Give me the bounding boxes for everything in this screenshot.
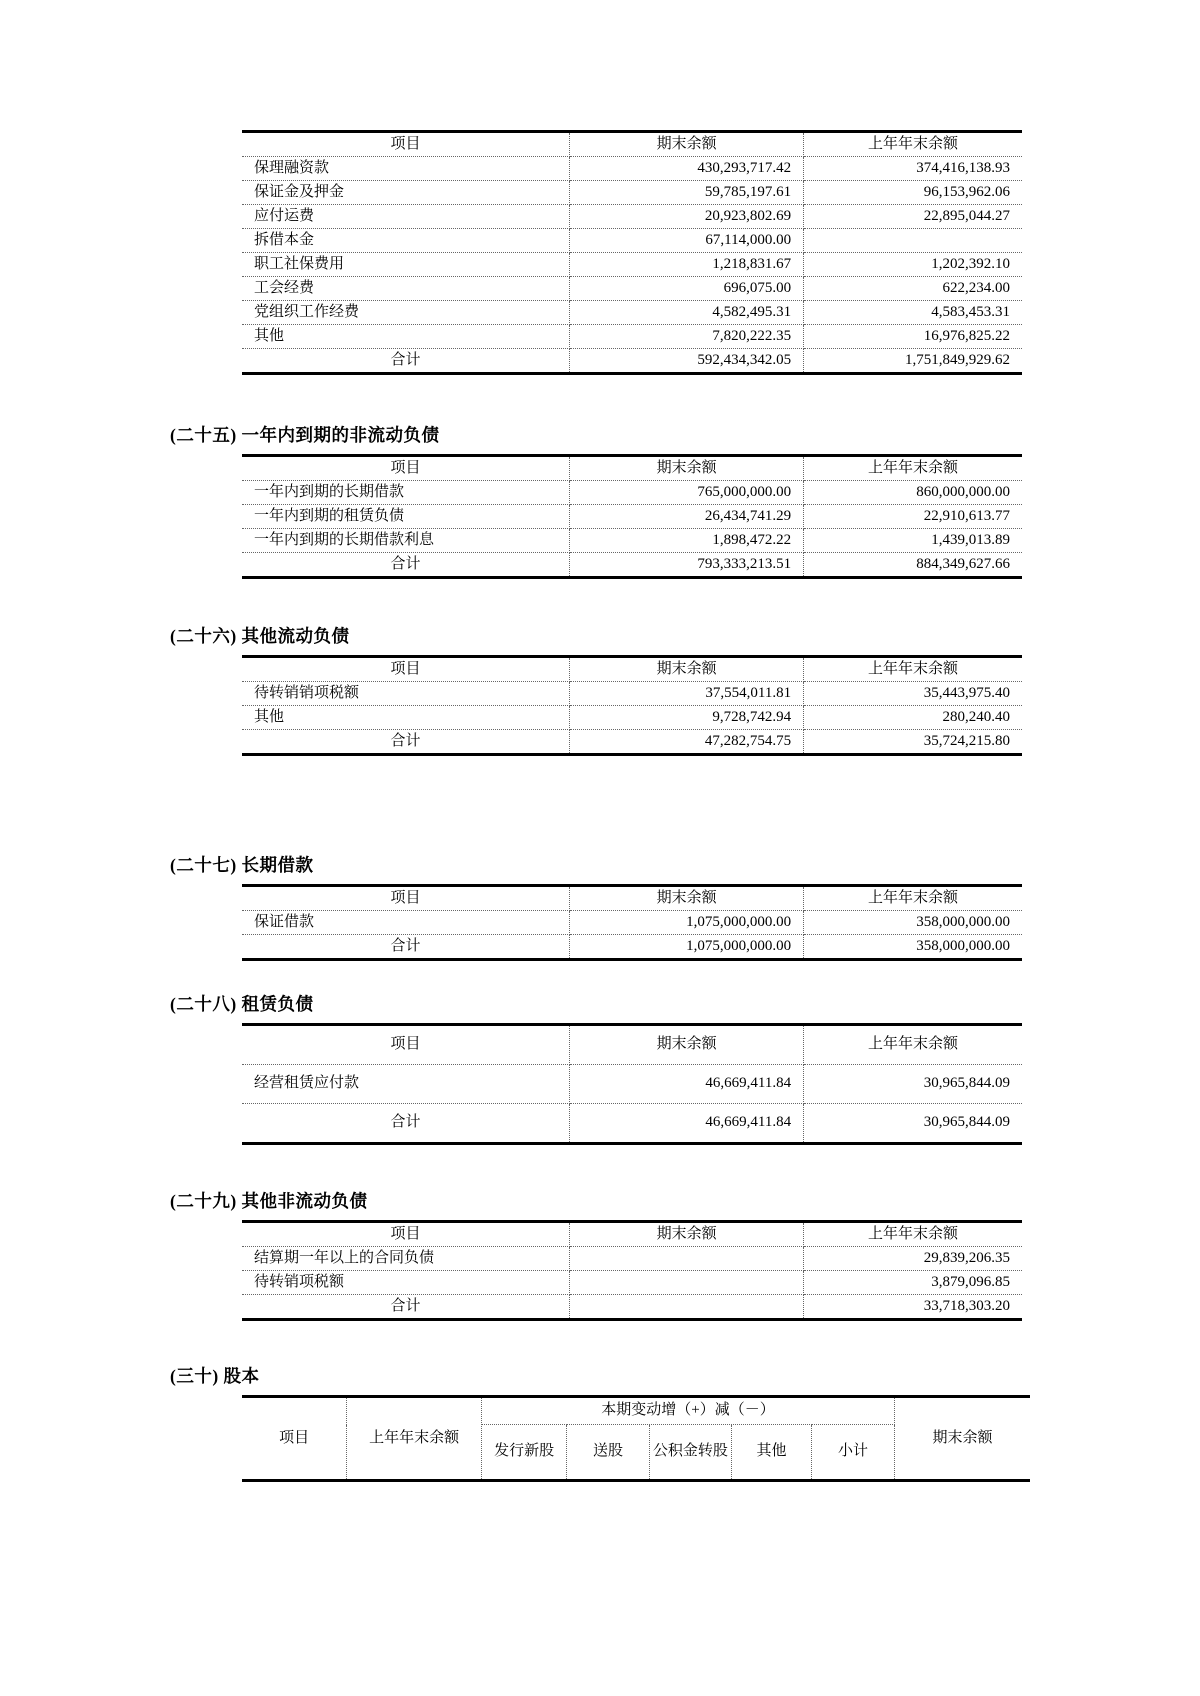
value-cell: 696,075.00 <box>570 277 804 301</box>
value-cell: 1,218,831.67 <box>570 253 804 277</box>
value-cell: 96,153,962.06 <box>804 181 1022 205</box>
item-cell: 保证金及押金 <box>242 181 570 205</box>
value-cell: 793,333,213.51 <box>570 553 804 578</box>
table-row <box>242 911 1022 935</box>
section <box>0 993 1200 1145</box>
total-label-cell: 合计 <box>242 1295 570 1320</box>
column-header: 项目 <box>242 132 570 157</box>
section-title: (二十七) 长期借款 <box>170 855 314 875</box>
value-cell: 20,923,802.69 <box>570 205 804 229</box>
value-cell: 3,879,096.85 <box>804 1271 1022 1295</box>
total-row <box>242 935 1022 960</box>
total-row <box>242 1295 1022 1320</box>
table-row <box>242 229 1022 253</box>
header-row <box>242 1025 1022 1065</box>
value-cell: 884,349,627.66 <box>804 553 1022 578</box>
value-cell: 30,965,844.09 <box>804 1065 1022 1104</box>
value-cell <box>804 229 1022 253</box>
value-cell: 4,583,453.31 <box>804 301 1022 325</box>
column-header: 上年年末余额 <box>347 1397 482 1481</box>
total-label-cell: 合计 <box>242 730 570 755</box>
column-subheader: 小计 <box>812 1425 895 1481</box>
total-row <box>242 1104 1022 1144</box>
section <box>0 424 1200 579</box>
financial-table <box>242 130 1022 375</box>
total-label-cell: 合计 <box>242 1104 570 1144</box>
column-header: 项目 <box>242 1397 347 1481</box>
value-cell: 280,240.40 <box>804 706 1022 730</box>
value-cell: 67,114,000.00 <box>570 229 804 253</box>
total-label-cell: 合计 <box>242 553 570 578</box>
value-cell: 33,718,303.20 <box>804 1295 1022 1320</box>
item-cell: 工会经费 <box>242 277 570 301</box>
value-cell <box>570 1295 804 1320</box>
item-cell: 一年内到期的租赁负债 <box>242 505 570 529</box>
value-cell: 59,785,197.61 <box>570 181 804 205</box>
value-cell <box>570 1247 804 1271</box>
total-label-cell: 合计 <box>242 349 570 374</box>
section-title: (二十五) 一年内到期的非流动负债 <box>170 425 440 445</box>
value-cell: 29,839,206.35 <box>804 1247 1022 1271</box>
value-cell: 1,751,849,929.62 <box>804 349 1022 374</box>
value-cell: 37,554,011.81 <box>570 682 804 706</box>
table-row <box>242 682 1022 706</box>
value-cell: 374,416,138.93 <box>804 157 1022 181</box>
table-row <box>242 301 1022 325</box>
table-row <box>242 481 1022 505</box>
value-cell: 860,000,000.00 <box>804 481 1022 505</box>
financial-table <box>242 454 1022 579</box>
value-cell: 358,000,000.00 <box>804 911 1022 935</box>
value-cell: 30,965,844.09 <box>804 1104 1022 1144</box>
section-title: (三十) 股本 <box>170 1366 260 1386</box>
item-cell: 一年内到期的长期借款 <box>242 481 570 505</box>
column-subheader: 送股 <box>567 1425 650 1481</box>
financial-table <box>242 1023 1022 1145</box>
column-header: 期末余额 <box>570 456 804 481</box>
header-row <box>242 132 1022 157</box>
column-header: 上年年末余额 <box>804 456 1022 481</box>
item-cell: 经营租赁应付款 <box>242 1065 570 1104</box>
column-header: 上年年末余额 <box>804 1025 1022 1065</box>
table-row <box>242 181 1022 205</box>
header-row <box>242 456 1022 481</box>
value-cell: 47,282,754.75 <box>570 730 804 755</box>
column-header: 项目 <box>242 657 570 682</box>
table-row <box>242 706 1022 730</box>
column-header: 上年年末余额 <box>804 132 1022 157</box>
financial-table <box>242 884 1022 961</box>
section <box>0 625 1200 756</box>
column-header: 期末余额 <box>570 886 804 911</box>
column-header: 项目 <box>242 456 570 481</box>
item-cell: 党组织工作经费 <box>242 301 570 325</box>
value-cell: 7,820,222.35 <box>570 325 804 349</box>
value-cell: 1,202,392.10 <box>804 253 1022 277</box>
column-header: 期末余额 <box>894 1397 1030 1481</box>
value-cell: 592,434,342.05 <box>570 349 804 374</box>
table-row <box>242 529 1022 553</box>
table-row <box>242 505 1022 529</box>
section <box>0 854 1200 961</box>
column-header: 上年年末余额 <box>804 657 1022 682</box>
table-row <box>242 1247 1022 1271</box>
item-cell: 其他 <box>242 325 570 349</box>
section-title: (二十九) 其他非流动负债 <box>170 1191 368 1211</box>
column-header: 上年年末余额 <box>804 886 1022 911</box>
item-cell: 结算期一年以上的合同负债 <box>242 1247 570 1271</box>
item-cell: 保理融资款 <box>242 157 570 181</box>
item-cell: 待转销销项税额 <box>242 682 570 706</box>
header-row <box>242 1397 1030 1425</box>
item-cell: 应付运费 <box>242 205 570 229</box>
item-cell: 一年内到期的长期借款利息 <box>242 529 570 553</box>
column-header: 期末余额 <box>570 1025 804 1065</box>
column-subheader: 发行新股 <box>482 1425 567 1481</box>
column-header: 项目 <box>242 886 570 911</box>
section-title: (二十六) 其他流动负债 <box>170 626 350 646</box>
value-cell: 4,582,495.31 <box>570 301 804 325</box>
item-cell: 保证借款 <box>242 911 570 935</box>
header-row <box>242 1222 1022 1247</box>
table-row <box>242 205 1022 229</box>
item-cell: 拆借本金 <box>242 229 570 253</box>
column-header: 期末余额 <box>570 1222 804 1247</box>
value-cell: 1,439,013.89 <box>804 529 1022 553</box>
column-header: 上年年末余额 <box>804 1222 1022 1247</box>
header-row <box>242 886 1022 911</box>
value-cell: 9,728,742.94 <box>570 706 804 730</box>
value-cell: 46,669,411.84 <box>570 1065 804 1104</box>
value-cell: 1,898,472.22 <box>570 529 804 553</box>
header-row <box>242 657 1022 682</box>
total-row <box>242 730 1022 755</box>
value-cell: 622,234.00 <box>804 277 1022 301</box>
value-cell: 16,976,825.22 <box>804 325 1022 349</box>
value-cell: 1,075,000,000.00 <box>570 935 804 960</box>
column-subheader: 公积金转股 <box>649 1425 731 1481</box>
value-cell: 430,293,717.42 <box>570 157 804 181</box>
value-cell: 35,724,215.80 <box>804 730 1022 755</box>
column-header: 项目 <box>242 1025 570 1065</box>
item-cell: 其他 <box>242 706 570 730</box>
section <box>0 1190 1200 1321</box>
value-cell: 22,895,044.27 <box>804 205 1022 229</box>
value-cell: 358,000,000.00 <box>804 935 1022 960</box>
item-cell: 待转销项税额 <box>242 1271 570 1295</box>
section <box>0 1365 1200 1482</box>
financial-table <box>242 1395 1030 1482</box>
financial-table <box>242 1220 1022 1321</box>
section-title: (二十八) 租赁负债 <box>170 994 314 1014</box>
value-cell: 765,000,000.00 <box>570 481 804 505</box>
total-row <box>242 349 1022 374</box>
value-cell: 22,910,613.77 <box>804 505 1022 529</box>
table-row <box>242 1065 1022 1104</box>
financial-table <box>242 655 1022 756</box>
column-header: 期末余额 <box>570 132 804 157</box>
column-subheader: 其他 <box>731 1425 811 1481</box>
value-cell <box>570 1271 804 1295</box>
table-row <box>242 325 1022 349</box>
total-row <box>242 553 1022 578</box>
column-header: 期末余额 <box>570 657 804 682</box>
value-cell: 35,443,975.40 <box>804 682 1022 706</box>
item-cell: 职工社保费用 <box>242 253 570 277</box>
table-row <box>242 157 1022 181</box>
table-row <box>242 253 1022 277</box>
group-header: 本期变动增（+）减（－） <box>482 1397 895 1425</box>
section <box>0 130 1200 375</box>
total-label-cell: 合计 <box>242 935 570 960</box>
column-header: 项目 <box>242 1222 570 1247</box>
value-cell: 1,075,000,000.00 <box>570 911 804 935</box>
table-row <box>242 1271 1022 1295</box>
value-cell: 26,434,741.29 <box>570 505 804 529</box>
table-row <box>242 277 1022 301</box>
value-cell: 46,669,411.84 <box>570 1104 804 1144</box>
